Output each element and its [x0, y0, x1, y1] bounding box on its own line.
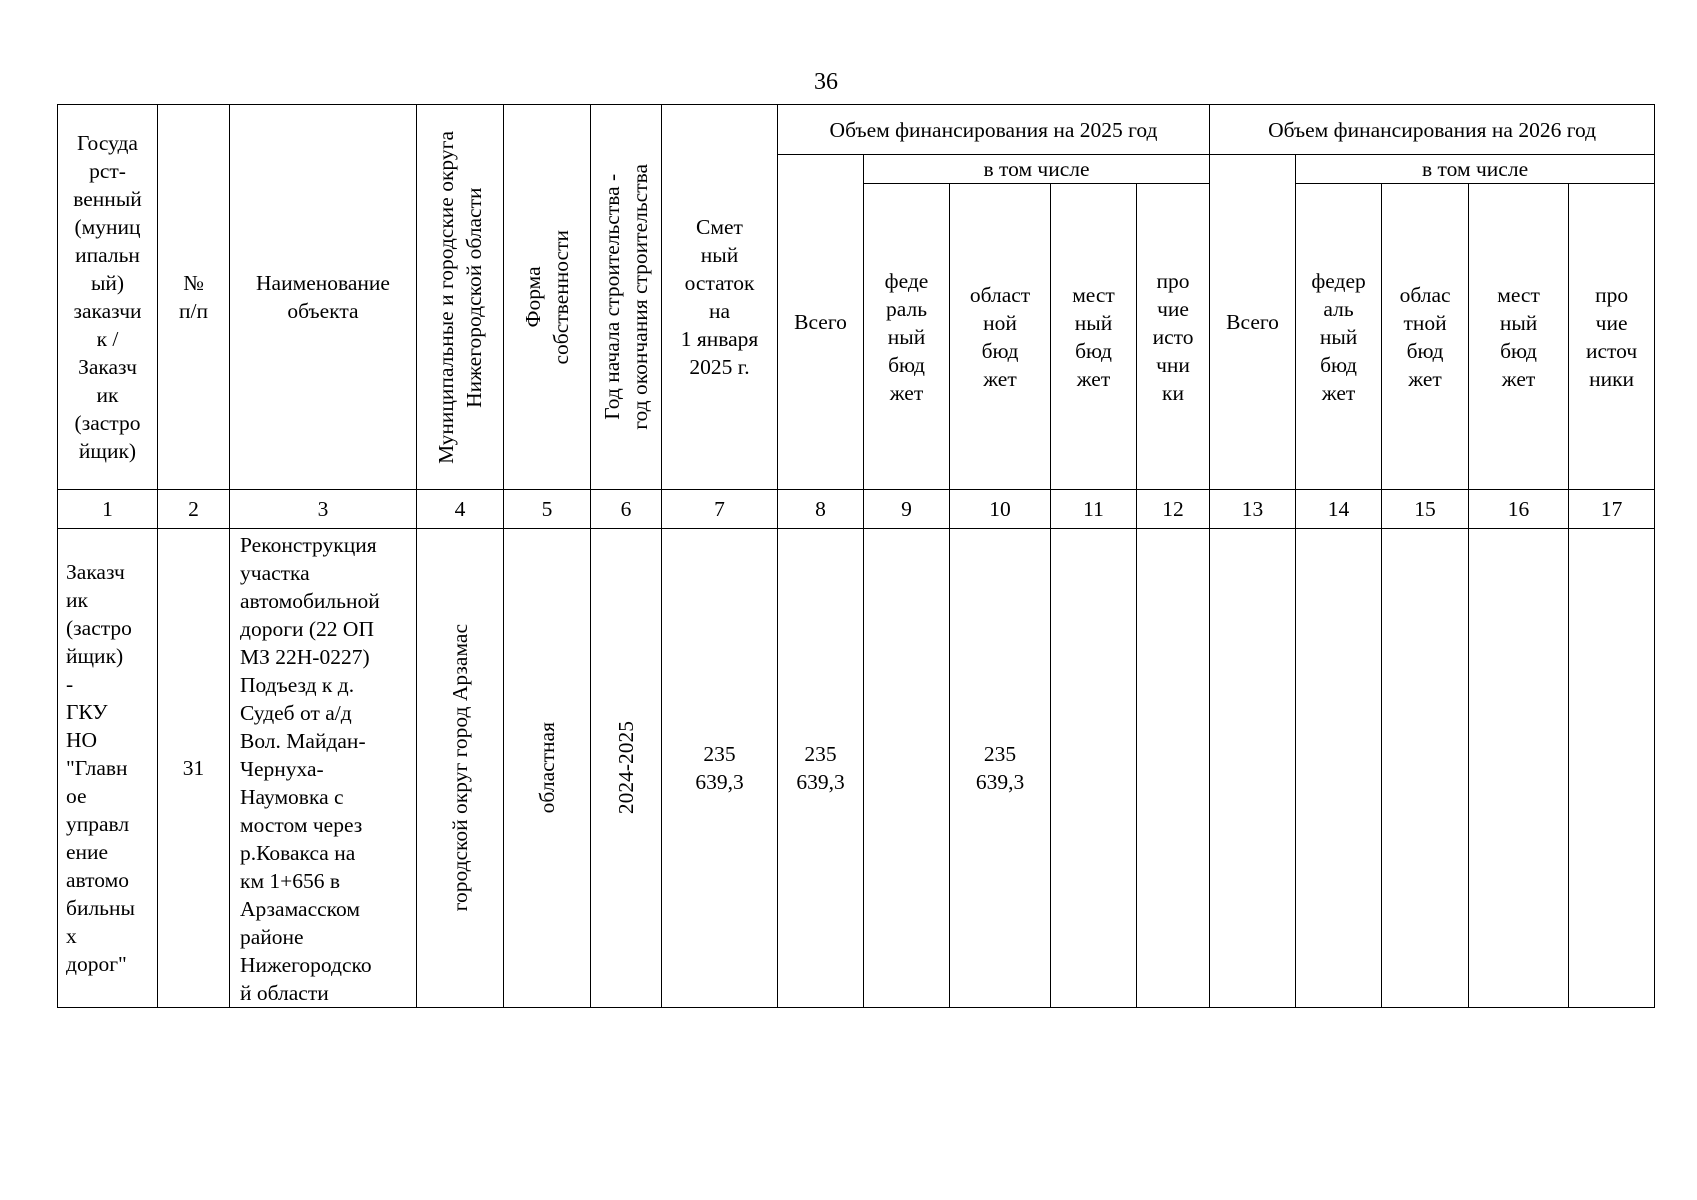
header-2026-regional: облас тной бюд жет	[1382, 184, 1469, 490]
column-number: 14	[1296, 490, 1382, 529]
column-number: 1	[58, 490, 158, 529]
header-funding-2025-title: Объем финансирования на 2025 год	[778, 105, 1210, 155]
header-number: № п/п	[158, 105, 230, 490]
cell-2026-total	[1210, 529, 1296, 1008]
header-row-1	[58, 105, 1655, 155]
column-number: 13	[1210, 490, 1296, 529]
cell-estimate: 235 639,3	[662, 529, 778, 1008]
cell-2026-other	[1569, 529, 1655, 1008]
cell-2025-local	[1051, 529, 1137, 1008]
header-2026-other: про чие источ ники	[1569, 184, 1655, 490]
page-number: 36	[814, 69, 838, 95]
column-number: 17	[1569, 490, 1655, 529]
header-2025-local: мест ный бюд жет	[1051, 184, 1137, 490]
cell-ownership	[504, 529, 591, 1008]
header-ownership	[504, 105, 591, 490]
header-customer: Госуда рст- венный (муниц ипальн ый) заказчи к / Заказч ик (застро йщик)	[58, 105, 158, 490]
header-2025-federal: феде раль ный бюд жет	[864, 184, 950, 490]
header-2025-including: в том числе	[864, 155, 1210, 184]
column-number: 7	[662, 490, 778, 529]
cell-number: 31	[158, 529, 230, 1008]
cell-2026-federal	[1296, 529, 1382, 1008]
header-years	[591, 105, 662, 490]
column-number: 15	[1382, 490, 1469, 529]
column-number: 12	[1137, 490, 1210, 529]
cell-2026-local	[1469, 529, 1569, 1008]
header-estimate: Смет ный остаток на 1 января 2025 г.	[662, 105, 778, 490]
cell-2025-other	[1137, 529, 1210, 1008]
table-row	[58, 529, 1655, 1008]
cell-customer: Заказч ик (застро йщик) - ГКУ НО "Главн ое управл ение автомо бильны х дорог"	[58, 529, 158, 1008]
cell-object-name: Реконструкция участка автомобильной дороги (22 ОП МЗ 22Н-0227) Подъезд к д. Судеб от а/д Вол. Майдан- Чернуха- Наумовка с мостом через р.Ковакса на км 1+656 в Арзамасском районе Нижегородско й области	[230, 529, 417, 1008]
cell-2025-regional: 235 639,3	[950, 529, 1051, 1008]
column-number: 9	[864, 490, 950, 529]
header-2026-local: мест ный бюд жет	[1469, 184, 1569, 490]
cell-2026-regional	[1382, 529, 1469, 1008]
header-years-text: Год начала строительства - год окончания строительства	[600, 164, 652, 430]
column-number: 10	[950, 490, 1051, 529]
column-number: 5	[504, 490, 591, 529]
column-number: 2	[158, 490, 230, 529]
cell-years	[591, 529, 662, 1008]
header-ownership-text: Форма собственности	[521, 229, 573, 365]
column-number: 16	[1469, 490, 1569, 529]
column-number: 8	[778, 490, 864, 529]
column-number-row	[58, 490, 1655, 529]
cell-2025-total: 235 639,3	[778, 529, 864, 1008]
header-2026-including: в том числе	[1296, 155, 1655, 184]
cell-years-text: 2024-2025	[614, 721, 638, 815]
header-funding-2026-title: Объем финансирования на 2026 год	[1210, 105, 1655, 155]
header-municipal	[417, 105, 504, 490]
column-number: 11	[1051, 490, 1137, 529]
cell-ownership-text: областная	[535, 722, 559, 814]
header-2025-other: про чие исто чни ки	[1137, 184, 1210, 490]
header-2025-total: Всего	[778, 155, 864, 490]
header-2026-federal: федер аль ный бюд жет	[1296, 184, 1382, 490]
header-municipal-text: Муниципальные и городские округа Нижегородской области	[434, 130, 486, 464]
cell-municipal-text: городской округ город Арзамас	[448, 624, 472, 912]
column-number: 6	[591, 490, 662, 529]
header-2025-regional: област ной бюд жет	[950, 184, 1051, 490]
header-2026-total: Всего	[1210, 155, 1296, 490]
financing-table	[57, 104, 1655, 1008]
cell-2025-federal	[864, 529, 950, 1008]
column-number: 4	[417, 490, 504, 529]
column-number: 3	[230, 490, 417, 529]
header-object-name: Наименование объекта	[230, 105, 417, 490]
cell-municipal	[417, 529, 504, 1008]
